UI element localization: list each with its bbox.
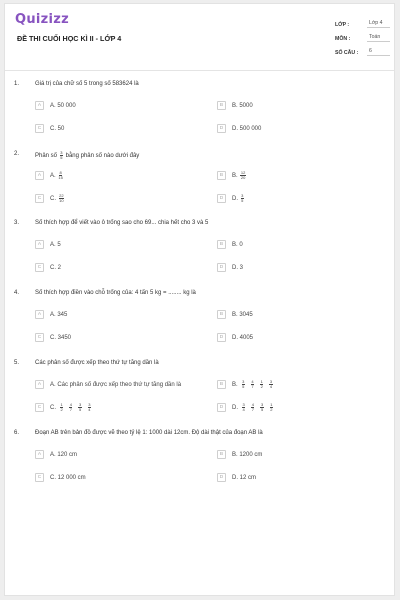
fraction: [251, 403, 254, 412]
option-c[interactable]: [35, 332, 71, 343]
option-c[interactable]: [35, 472, 86, 483]
option-b[interactable]: [217, 309, 253, 320]
meta-label: SỐ CÂU :: [335, 50, 359, 56]
option-text: C. 3450: [50, 334, 72, 341]
option-c[interactable]: [35, 402, 92, 413]
fraction-denominator: 2: [260, 384, 263, 389]
option-letter-box: B: [217, 101, 226, 110]
worksheet-page: [4, 3, 395, 596]
option-c[interactable]: [35, 262, 61, 273]
question-number: 4.: [14, 290, 20, 296]
fraction-numerator: 3: [242, 379, 245, 384]
fraction: [78, 403, 81, 412]
fraction: [60, 151, 63, 160]
fraction-denominator: 20: [240, 175, 246, 180]
fraction: [69, 403, 72, 412]
meta-value: Lớp 4: [367, 20, 390, 28]
page-title: ĐỀ THI CUỐI HỌC KÌ II - LỚP 4: [17, 34, 122, 43]
fraction-denominator: 2: [270, 407, 273, 412]
question-number: 3.: [14, 220, 20, 226]
question-text: Đoạn AB trên bản đồ được vẽ theo tỷ lệ 1: 1000 dài 12cm. Độ dài thật của đoạn AB là: [35, 430, 263, 436]
option-letter-box: D: [217, 194, 226, 203]
option-letter-box: C: [35, 124, 44, 133]
option-letter-box: B: [217, 240, 226, 249]
option-letter-box: C: [35, 473, 44, 482]
question-number: 6.: [14, 430, 20, 436]
fraction-denominator: 4: [242, 407, 245, 412]
fraction: [242, 380, 245, 389]
option-text: A. 50 000: [50, 102, 76, 109]
fraction-denominator: 4: [88, 407, 91, 412]
option-d[interactable]: [217, 123, 261, 134]
option-letter-box: D: [217, 473, 226, 482]
fraction-sequence: [59, 403, 92, 412]
option-text: D. 500 000: [232, 125, 262, 132]
fraction-denominator: 5: [60, 155, 63, 160]
option-letter-box: B: [217, 171, 226, 180]
option-d[interactable]: [217, 193, 245, 204]
fraction-denominator: 4: [269, 384, 273, 389]
option-letter-box: D: [217, 333, 226, 342]
option-a[interactable]: [35, 309, 67, 320]
question-text-before: Phân số: [35, 153, 58, 160]
option-letter-box: D: [217, 403, 226, 412]
fraction-denominator: 5: [242, 384, 245, 389]
option-text: [232, 171, 247, 180]
fraction-numerator: 22: [59, 193, 64, 198]
option-b[interactable]: [217, 100, 253, 111]
option-prefix: D.: [232, 196, 238, 203]
option-text: [232, 194, 245, 203]
option-letter-box: A: [35, 101, 44, 110]
option-text: B. 0: [232, 241, 243, 248]
option-text: B. 5000: [232, 102, 253, 109]
fraction-denominator: 10: [59, 198, 64, 203]
fraction-denominator: 2: [60, 407, 63, 412]
option-b[interactable]: [217, 379, 274, 390]
option-text: [50, 194, 65, 203]
fraction: [60, 403, 63, 412]
fraction: [241, 194, 244, 203]
option-a[interactable]: [35, 100, 76, 111]
meta-value: Toán: [367, 34, 390, 42]
option-a[interactable]: [35, 449, 77, 460]
option-letter-box: A: [35, 310, 44, 319]
option-a[interactable]: [35, 239, 61, 250]
fraction: [58, 171, 62, 180]
option-letter-box: A: [35, 380, 44, 389]
question-text: [35, 151, 139, 160]
option-letter-box: D: [217, 263, 226, 272]
worksheet-meta: [335, 18, 390, 60]
fraction-numerator: 3: [60, 150, 63, 155]
option-d[interactable]: [217, 402, 274, 413]
fraction-denominator: 7: [251, 407, 254, 412]
option-letter-box: B: [217, 310, 226, 319]
option-text: [232, 403, 274, 412]
fraction: [242, 403, 245, 412]
meta-value: 6: [367, 48, 390, 56]
option-text: [232, 380, 274, 389]
fraction: [269, 380, 272, 389]
option-c[interactable]: [35, 123, 64, 134]
option-prefix: A.: [50, 173, 56, 180]
option-d[interactable]: [217, 262, 243, 273]
option-text: D. 12 cm: [232, 474, 257, 481]
fraction: [260, 403, 263, 412]
option-text: B. 1200 cm: [232, 451, 263, 458]
fraction-numerator: 3: [78, 402, 82, 407]
fraction-numerator: 3: [269, 379, 273, 384]
question-number: 1.: [14, 81, 20, 87]
fraction: [251, 380, 254, 389]
fraction-denominator: 7: [251, 384, 254, 389]
fraction-numerator: 4: [69, 402, 72, 407]
question-text: Giá trị của chữ số 5 trong số 583624 là: [35, 81, 139, 87]
option-prefix: B.: [232, 173, 238, 180]
fraction-sequence: [241, 403, 274, 412]
option-a[interactable]: [35, 379, 181, 390]
option-letter-box: A: [35, 171, 44, 180]
option-letter-box: C: [35, 333, 44, 342]
fraction-denominator: 5: [260, 407, 264, 412]
quizizz-logo: Quizizz: [15, 12, 70, 27]
fraction-numerator: 4: [251, 379, 254, 384]
option-prefix: B.: [232, 382, 238, 389]
fraction: [270, 403, 273, 412]
option-b[interactable]: [217, 239, 243, 250]
option-text: C. 12 000 cm: [50, 474, 86, 481]
option-text: [50, 403, 92, 412]
option-a[interactable]: [35, 170, 64, 181]
option-c[interactable]: [35, 193, 65, 204]
option-b[interactable]: [217, 170, 247, 181]
fraction-numerator: 1: [60, 402, 63, 407]
option-prefix: C.: [50, 405, 56, 412]
fraction-numerator: 3: [88, 402, 91, 407]
option-text: A. 5: [50, 241, 61, 248]
fraction: [59, 194, 64, 203]
option-prefix: D.: [232, 405, 238, 412]
fraction-denominator: 15: [58, 175, 63, 180]
fraction-numerator: 1: [270, 402, 273, 407]
option-text: A. 345: [50, 311, 68, 318]
option-letter-box: C: [35, 263, 44, 272]
fraction-numerator: 3: [260, 402, 264, 407]
option-text: C. 50: [50, 125, 65, 132]
fraction-numerator: 3: [241, 193, 244, 198]
header-divider: [5, 70, 394, 71]
fraction-numerator: 1: [260, 379, 263, 384]
option-text: A. Các phân số được xếp theo thứ tự tăng dần là: [50, 381, 182, 388]
meta-row-count: [335, 46, 390, 56]
meta-label: LỚP :: [335, 22, 350, 28]
question-number: 5.: [14, 360, 20, 366]
fraction-sequence: [241, 380, 274, 389]
option-text: B. 3045: [232, 311, 253, 318]
meta-label: MÔN :: [335, 36, 351, 42]
question-number: 2.: [14, 151, 20, 157]
option-text: C. 2: [50, 264, 62, 271]
option-prefix: C.: [50, 196, 56, 203]
fraction-numerator: 12: [240, 170, 246, 175]
fraction-denominator: 7: [69, 407, 72, 412]
question-text: Số thích hợp điền vào chỗ trống của: 4 tấn 5 kg = ........ kg là: [35, 290, 196, 296]
option-letter-box: B: [217, 450, 226, 459]
question-text: Các phân số được xếp theo thứ tự tăng dần là: [35, 360, 159, 366]
fraction: [88, 403, 91, 412]
option-d[interactable]: [217, 472, 256, 483]
fraction-denominator: 5: [241, 198, 244, 203]
option-letter-box: C: [35, 403, 44, 412]
option-letter-box: A: [35, 240, 44, 249]
fraction-numerator: 4: [251, 402, 254, 407]
fraction: [240, 171, 245, 180]
option-text: D. 3: [232, 264, 244, 271]
fraction-denominator: 5: [78, 407, 82, 412]
question-text: Số thích hợp để viết vào ô trống sao cho 69... chia hết cho 3 và 5: [35, 220, 209, 226]
fraction-numerator: 3: [242, 402, 245, 407]
option-letter-box: D: [217, 124, 226, 133]
option-letter-box: A: [35, 450, 44, 459]
option-d[interactable]: [217, 332, 253, 343]
option-text: D. 4005: [232, 334, 254, 341]
question-text-after: bằng phân số nào dưới đây: [65, 153, 140, 160]
fraction: [260, 380, 263, 389]
fraction-numerator: 8: [59, 170, 62, 175]
option-b[interactable]: [217, 449, 262, 460]
option-text: A. 120 cm: [50, 451, 78, 458]
meta-row-class: [335, 18, 390, 28]
option-letter-box: B: [217, 380, 226, 389]
option-text: [50, 171, 64, 180]
option-letter-box: C: [35, 194, 44, 203]
meta-row-subject: [335, 32, 390, 42]
